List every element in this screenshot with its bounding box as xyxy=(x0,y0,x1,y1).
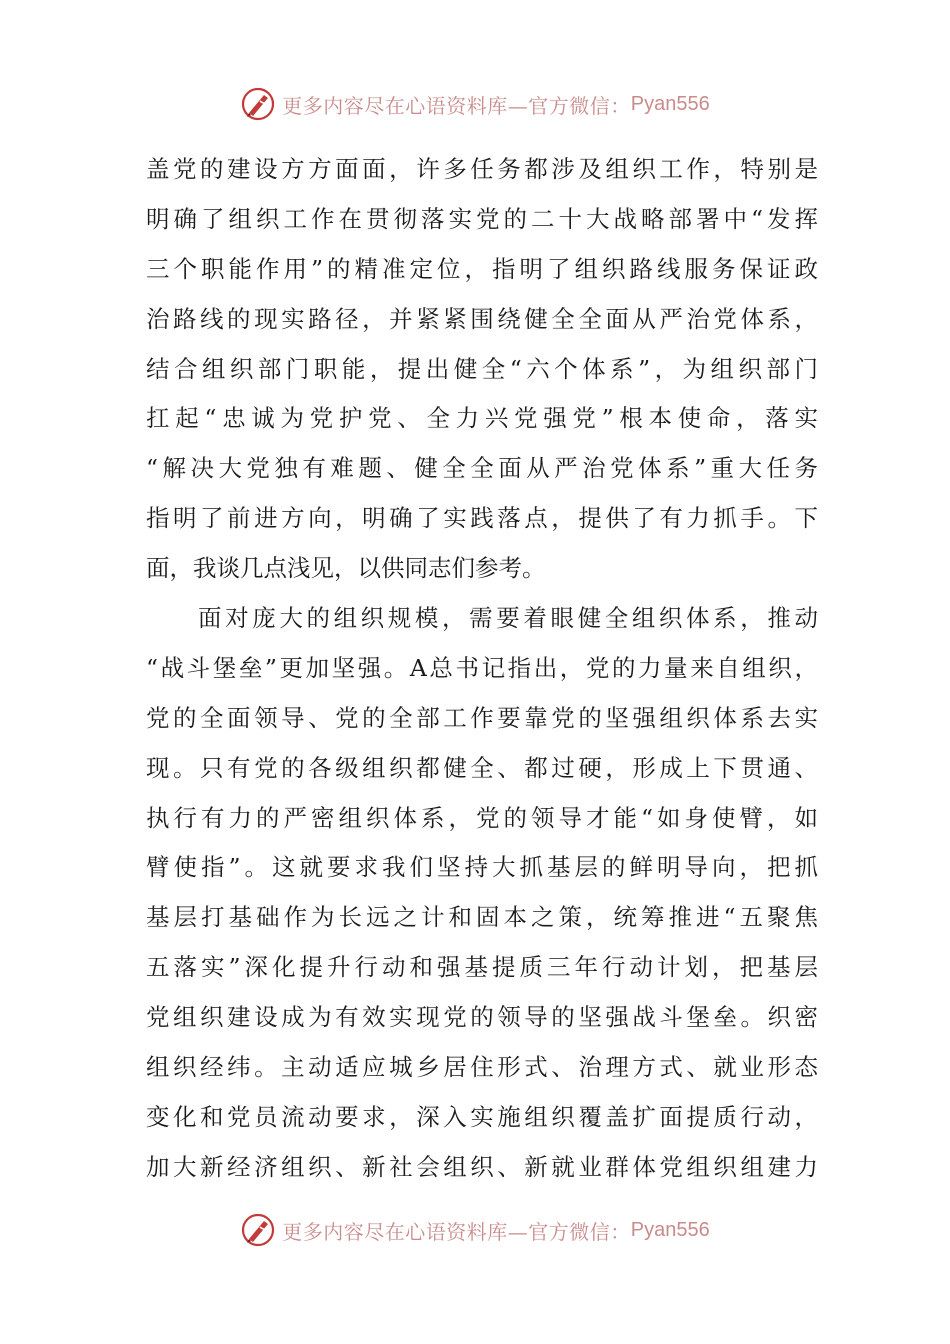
watermark-wechat-id: Pyan556 xyxy=(630,92,710,115)
text-line-17: 五落实”深化提升行动和强基提质三年行动计划，把基层 xyxy=(146,953,818,982)
watermark-banner-bottom xyxy=(0,1208,950,1252)
text-line-10: 面对庞大的组织规模，需要着眼健全组织体系，推动 xyxy=(198,604,818,633)
document-body xyxy=(146,145,818,1193)
text-line-20: 变化和党员流动要求，深入实施组织覆盖扩面提质行动， xyxy=(146,1102,818,1131)
watermark-banner-top xyxy=(0,82,950,126)
text-line-2: 明确了组织工作在贯彻落实党的二十大战略部署中“发挥 xyxy=(146,204,818,233)
text-line-3: 三个职能作用”的精准定位，指明了组织路线服务保证政 xyxy=(146,254,818,283)
text-line-6: 扛起“忠诚为党护党、全力兴党强党”根本使命，落实 xyxy=(146,404,818,433)
text-line-12: 党的全面领导、党的全部工作要靠党的坚强组织体系去实 xyxy=(146,703,818,732)
text-line-7: “解决大党独有难题、健全全面从严治党体系”重大任务 xyxy=(146,454,818,483)
pen-logo-icon xyxy=(240,86,276,122)
text-line-15: 臂使指”。这就要求我们坚持大抓基层的鲜明导向，把抓 xyxy=(146,853,818,882)
text-line-8: 指明了前进方向，明确了实践落点，提供了有力抓手。下 xyxy=(146,504,818,533)
text-line-5: 结合组织部门职能，提出健全“六个体系”，为组织部门 xyxy=(146,354,818,383)
watermark-text: 更多内容尽在心语资料库—官方微信： xyxy=(282,1219,631,1244)
text-line-18: 党组织建设成为有效实现党的领导的坚强战斗堡垒。织密 xyxy=(146,1003,818,1032)
text-line-21: 加大新经济组织、新社会组织、新就业群体党组织组建力 xyxy=(146,1152,818,1181)
text-line-16: 基层打基础作为长远之计和固本之策，统筹推进“五聚焦 xyxy=(146,903,818,932)
text-line-19: 组织经纬。主动适应城乡居住形式、治理方式、就业形态 xyxy=(146,1053,818,1082)
text-line-1: 盖党的建设方方面面，许多任务都涉及组织工作，特别是 xyxy=(146,155,818,183)
text-line-9: 面，我谈几点浅见，以供同志们参考。 xyxy=(146,554,546,583)
text-line-4: 治路线的现实路径，并紧紧围绕健全全面从严治党体系， xyxy=(146,304,818,333)
watermark-text: 更多内容尽在心语资料库—官方微信： xyxy=(282,93,631,118)
pen-logo-icon xyxy=(240,1212,276,1248)
text-line-14: 执行有力的严密组织体系，党的领导才能“如身使臂，如 xyxy=(146,803,818,832)
watermark-wechat-id: Pyan556 xyxy=(630,1218,710,1241)
text-line-13: 现。只有党的各级组织都健全、都过硬，形成上下贯通、 xyxy=(146,753,818,782)
text-line-11: “战斗堡垒”更加坚强。A总书记指出，党的力量来自组织， xyxy=(146,653,818,682)
